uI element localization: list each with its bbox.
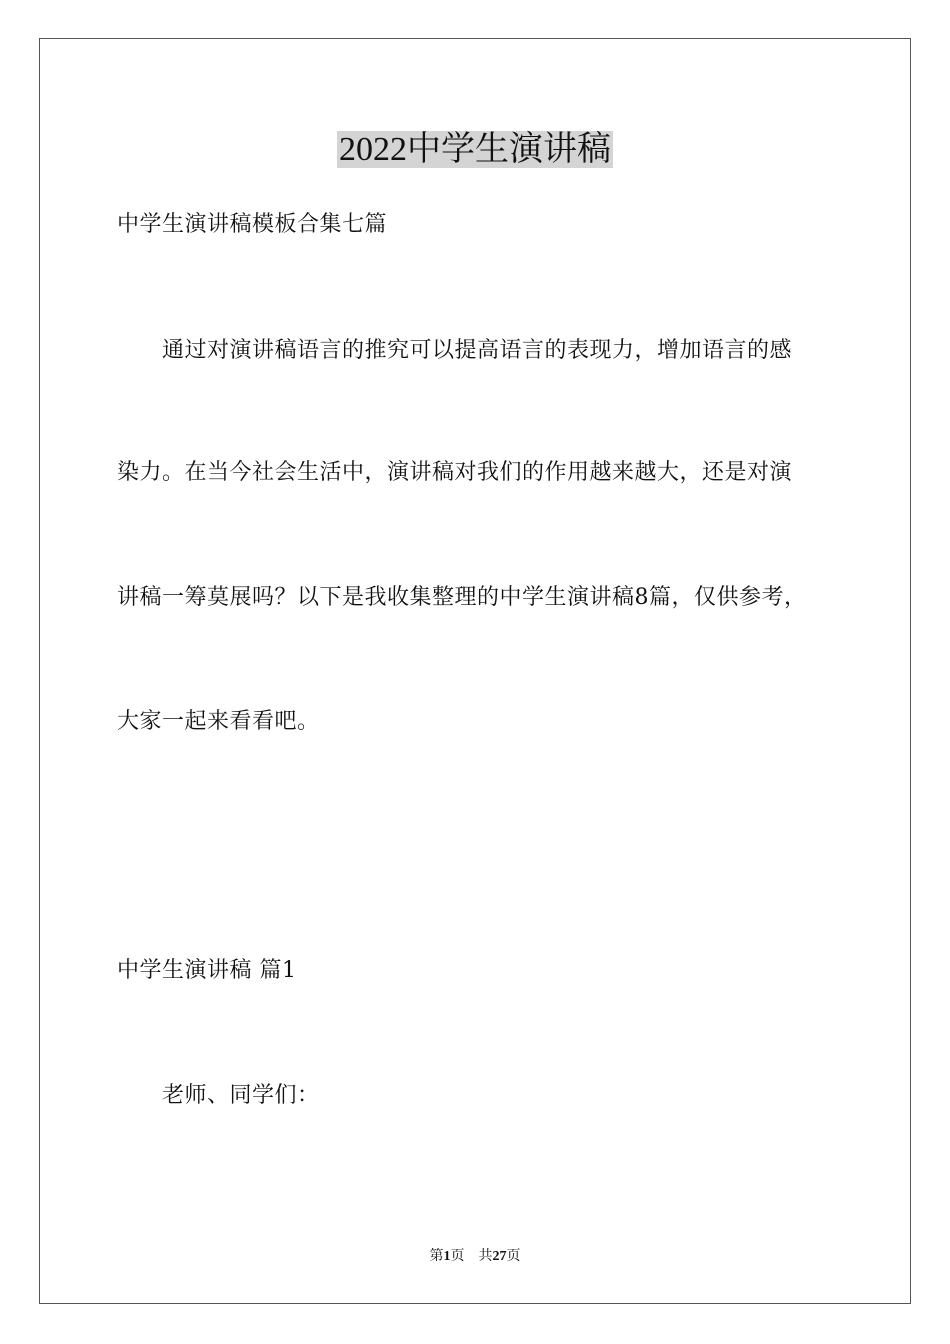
footer-total-suffix: 页 xyxy=(506,1249,521,1264)
footer-page-number: 1 xyxy=(443,1249,451,1264)
salutation: 老师、同学们： xyxy=(162,1083,320,1108)
page-footer xyxy=(0,1248,950,1266)
intro-line-1: 通过对演讲稿语言的推究可以提高语言的表现力，增加语言的感 xyxy=(162,338,793,363)
footer-page-prefix: 第 xyxy=(429,1249,444,1264)
document-title-text: 2022中学生演讲稿 xyxy=(339,131,611,168)
section-heading: 中学生演讲稿 篇1 xyxy=(117,958,297,983)
footer-total-prefix: 共 xyxy=(478,1249,493,1264)
intro-line-2: 染力。在当今社会生活中，演讲稿对我们的作用越来越大，还是对演 xyxy=(117,460,793,485)
document-subtitle: 中学生演讲稿模板合集七篇 xyxy=(117,212,388,237)
footer-page-suffix: 页 xyxy=(450,1249,465,1264)
intro-line-3: 讲稿一筹莫展吗？以下是我收集整理的中学生演讲稿8篇，仅供参考， xyxy=(117,585,807,610)
footer-total-pages: 27 xyxy=(492,1249,507,1264)
intro-line-4: 大家一起来看看吧。 xyxy=(117,709,320,734)
document-title xyxy=(0,128,950,171)
